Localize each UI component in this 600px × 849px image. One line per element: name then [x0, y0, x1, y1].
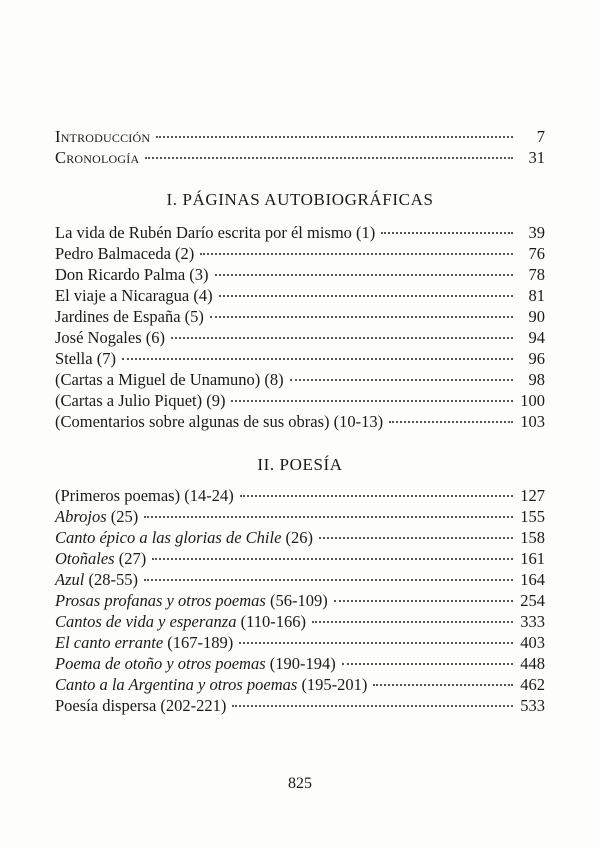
toc-entry-title	[55, 548, 146, 569]
dot-leader	[342, 662, 513, 665]
toc-entry	[55, 390, 545, 411]
toc-entry-title: Cronología	[55, 148, 140, 167]
dot-leader	[239, 641, 513, 644]
toc-entry-title	[55, 632, 233, 653]
toc-entry-page: 76	[528, 244, 545, 263]
toc-entry-page: 100	[520, 391, 545, 410]
toc-entry-title	[55, 569, 138, 590]
toc-entry-title: José Nogales (6)	[55, 328, 165, 347]
dot-leader	[200, 252, 513, 255]
dot-leader	[232, 704, 513, 707]
toc-entry-title: (Cartas a Miguel de Unamuno) (8)	[55, 370, 284, 389]
entry-range: (110-166)	[236, 612, 306, 631]
dot-leader	[319, 536, 513, 539]
toc-entry-page: 533	[520, 696, 545, 715]
toc-entry-title: La vida de Rubén Darío escrita por él mismo (1)	[55, 223, 376, 242]
toc-entry-page: 96	[528, 349, 545, 368]
toc-entry-page: 81	[528, 286, 545, 305]
toc-entry-page: 7	[536, 127, 545, 146]
toc-entry-title	[55, 506, 138, 527]
toc-entry	[55, 632, 545, 653]
toc-entry-page: 254	[520, 591, 545, 610]
toc-entry	[55, 611, 545, 632]
toc-entry-title	[55, 590, 328, 611]
dot-leader	[215, 273, 513, 276]
work-title: Azul	[55, 570, 85, 589]
toc-entry-title: Jardines de España (5)	[55, 307, 204, 326]
dot-leader	[122, 357, 513, 360]
work-title: Otoñales	[55, 549, 115, 568]
dot-leader	[171, 336, 513, 339]
toc-entry-title: (Cartas a Julio Piquet) (9)	[55, 391, 226, 410]
toc-entry	[55, 548, 545, 569]
toc-entry-page: 164	[520, 570, 545, 589]
dot-leader	[210, 315, 513, 318]
toc-entry-page: 31	[528, 148, 545, 167]
toc-entry	[55, 348, 545, 369]
work-title: Canto épico a las glorias de Chile	[55, 528, 282, 547]
toc-entry	[55, 506, 545, 527]
toc-entry-cronologia	[55, 147, 545, 168]
dot-leader	[231, 399, 513, 402]
toc-entry-title: Don Ricardo Palma (3)	[55, 265, 209, 284]
toc-entry-title: Introducción	[55, 127, 151, 146]
toc-entry	[55, 674, 545, 695]
toc-entry	[55, 411, 545, 432]
work-title: Prosas profanas y otros poemas	[55, 591, 266, 610]
toc-entry	[55, 327, 545, 348]
toc-entry	[55, 695, 545, 716]
toc-entry	[55, 222, 545, 243]
entry-range: (25)	[106, 507, 139, 526]
dot-leader	[290, 378, 513, 381]
toc-entry-page: 161	[520, 549, 545, 568]
dot-leader	[145, 156, 513, 159]
toc-entry-page: 127	[520, 486, 545, 505]
toc-entry-title	[55, 674, 367, 695]
dot-leader	[240, 494, 513, 497]
toc-entry	[55, 306, 545, 327]
dot-leader	[144, 515, 513, 518]
section-heading-poesia: II. POESÍA	[257, 455, 343, 474]
toc-entry-page: 448	[520, 654, 545, 673]
toc-entry	[55, 264, 545, 285]
dot-leader	[156, 135, 513, 138]
dot-leader	[373, 683, 513, 686]
toc-entry-title: Poesía dispersa (202-221)	[55, 696, 227, 715]
entry-range: (190-194)	[265, 654, 336, 673]
front-matter-list	[55, 126, 545, 168]
dot-leader	[219, 294, 513, 297]
toc-entry-title: Pedro Balmaceda (2)	[55, 244, 195, 263]
toc-entry-title: El viaje a Nicaragua (4)	[55, 286, 213, 305]
toc-entry	[55, 369, 545, 390]
toc-entry-page: 462	[520, 675, 545, 694]
work-title: Abrojos	[55, 507, 107, 526]
toc-entry-title: (Primeros poemas) (14-24)	[55, 486, 234, 505]
toc-entry-page: 94	[528, 328, 545, 347]
dot-leader	[381, 231, 513, 234]
toc-entry-title	[55, 527, 313, 548]
toc-entry-page: 333	[520, 612, 545, 631]
work-title: El canto errante	[55, 633, 164, 652]
toc-entry-introduccion	[55, 126, 545, 147]
toc-entry	[55, 243, 545, 264]
entry-range: (195-201)	[297, 675, 368, 694]
entry-range: (167-189)	[163, 633, 234, 652]
toc-entry-title: Stella (7)	[55, 349, 116, 368]
toc-entry	[55, 590, 545, 611]
toc-entry-page: 158	[520, 528, 545, 547]
dot-leader	[312, 620, 513, 623]
toc-entry	[55, 285, 545, 306]
dot-leader	[152, 557, 513, 560]
work-title: Canto a la Argentina y otros poemas	[55, 675, 298, 694]
section-list-poesia	[55, 485, 545, 716]
toc-entry-page: 90	[528, 307, 545, 326]
dot-leader	[144, 578, 513, 581]
dot-leader	[334, 599, 513, 602]
toc-entry	[55, 569, 545, 590]
toc-entry-page: 39	[528, 223, 545, 242]
toc-entry-page: 98	[528, 370, 545, 389]
toc-entry-page: 155	[520, 507, 545, 526]
dot-leader	[389, 420, 513, 423]
toc-entry	[55, 527, 545, 548]
toc-entry-title	[55, 653, 336, 674]
toc-entry-title	[55, 611, 306, 632]
work-title: Poema de otoño y otros poemas	[55, 654, 266, 673]
section-heading-autobiograficas: I. PÁGINAS AUTOBIOGRÁFICAS	[166, 190, 434, 209]
entry-range: (56-109)	[265, 591, 328, 610]
entry-range: (26)	[281, 528, 314, 547]
section-list-autobiograficas	[55, 222, 545, 432]
toc-entry-page: 103	[520, 412, 545, 431]
page-number: 825	[288, 775, 312, 792]
work-title: Cantos de vida y esperanza	[55, 612, 237, 631]
entry-range: (28-55)	[84, 570, 138, 589]
toc-entry-page: 403	[520, 633, 545, 652]
entry-range: (27)	[114, 549, 147, 568]
toc-entry-page: 78	[528, 265, 545, 284]
toc-entry	[55, 653, 545, 674]
toc-entry-title: (Comentarios sobre algunas de sus obras) (10-13)	[55, 412, 384, 431]
toc-entry	[55, 485, 545, 506]
